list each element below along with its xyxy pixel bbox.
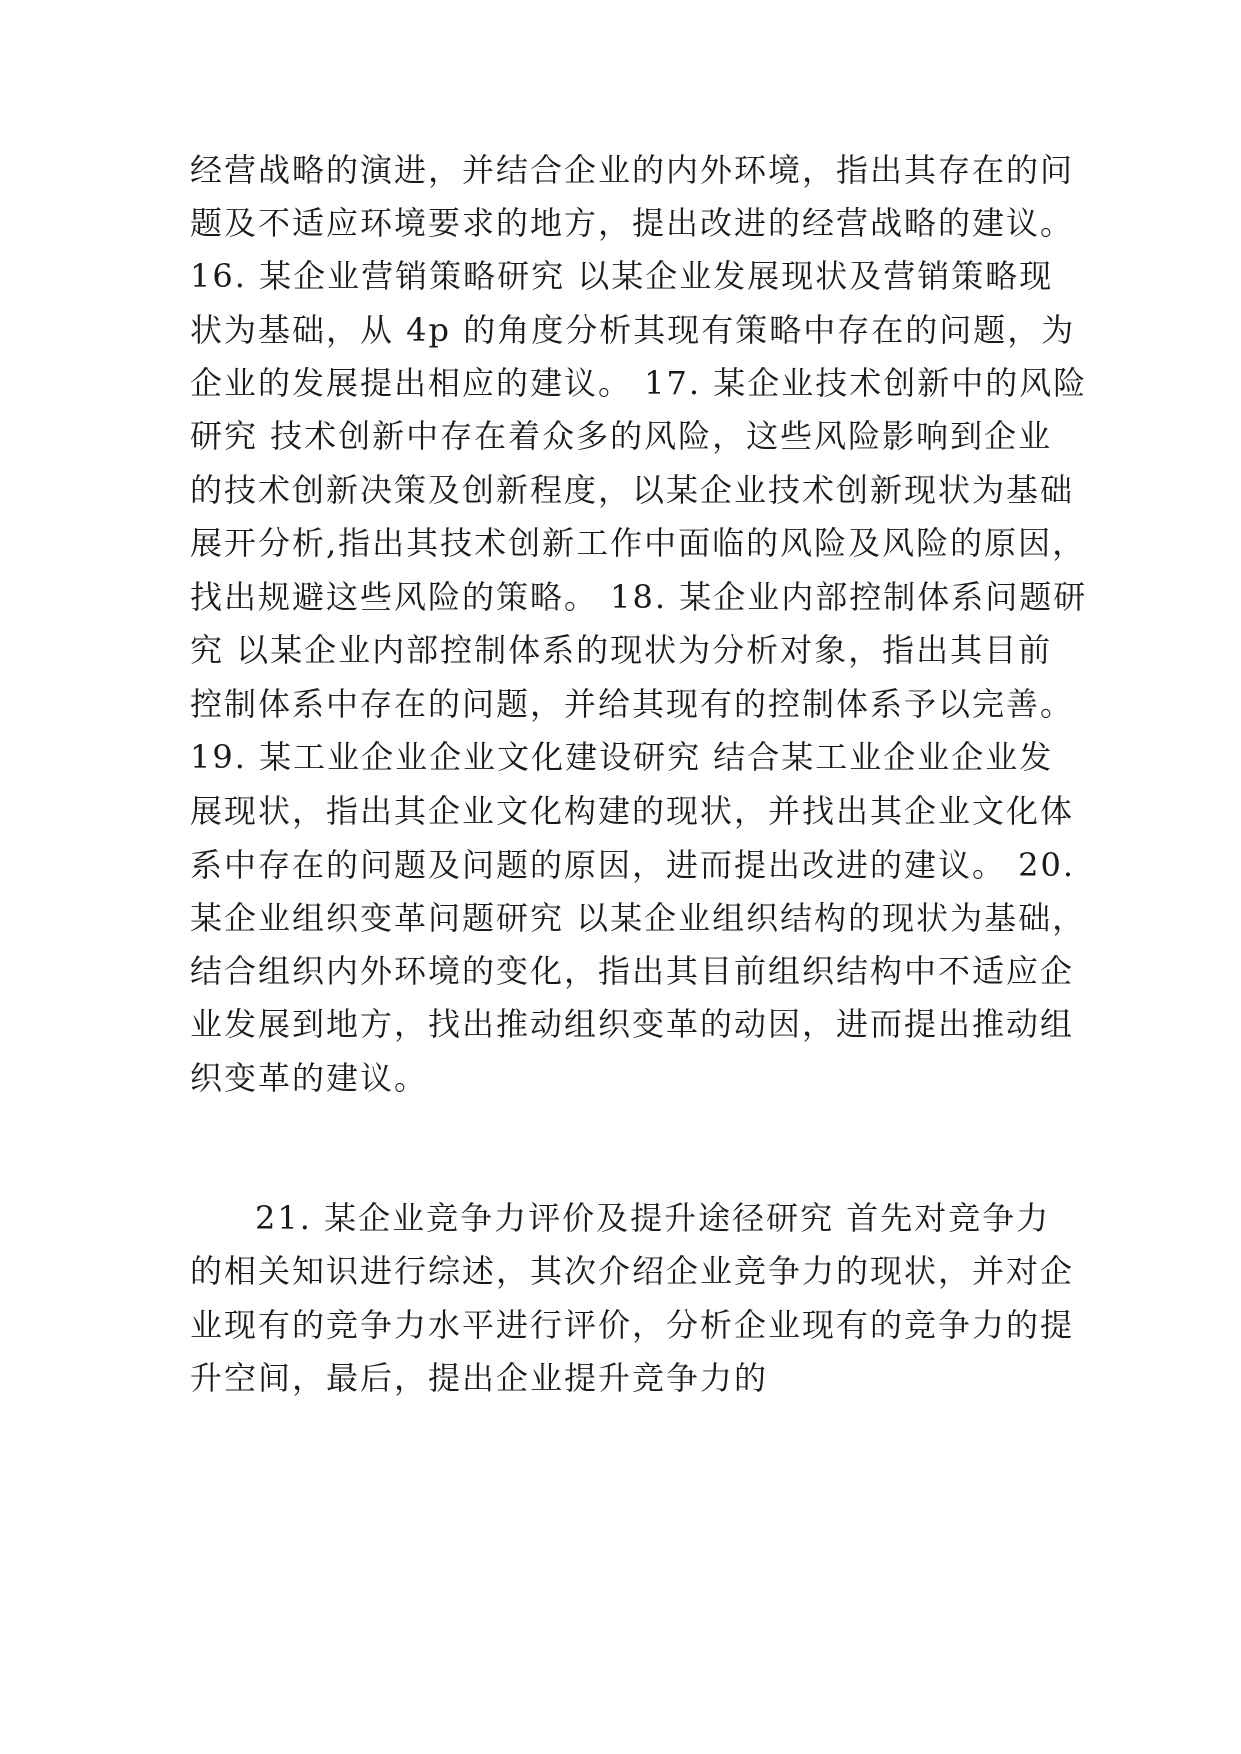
text-line: 展开分析,指出其技术创新工作中面临的风险及风险的原因， (190, 524, 1087, 562)
text-line: 的相关知识进行综述，其次介绍企业竞争力的现状，并对企 (190, 1252, 1075, 1290)
text-line: 19. 某工业企业企业文化建设研究 结合某工业企业企业发 (190, 738, 1054, 776)
text-line: 21. 某企业竞争力评价及提升途径研究 首先对竞争力 (255, 1199, 1051, 1237)
text-line: 系中存在的问题及问题的原因，进而提出改进的建议。 20. (190, 846, 1076, 884)
text-line: 企业的发展提出相应的建议。 17. 某企业技术创新中的风险 (190, 364, 1088, 402)
text-line: 究 以某企业内部控制体系的现状为分析对象，指出其目前 (190, 631, 1053, 669)
text-line: 状为基础，从 4p 的角度分析其现有策略中存在的问题，为 (190, 311, 1076, 349)
text-line: 控制体系中存在的问题，并给其现有的控制体系予以完善。 (190, 685, 1075, 723)
text-line: 结合组织内外环境的变化，指出其目前组织结构中不适应企 (190, 952, 1075, 990)
text-line: 研究 技术创新中存在着众多的风险，这些风险影响到企业 (190, 417, 1053, 455)
text-line: 题及不适应环境要求的地方，提出改进的经营战略的建议。 (190, 204, 1075, 242)
text-line: 展现状，指出其企业文化构建的现状，并找出其企业文化体 (190, 792, 1075, 830)
text-line: 业发展到地方，找出推动组织变革的动因，进而提出推动组 (190, 1005, 1075, 1043)
text-line: 升空间，最后，提出企业提升竞争力的 (190, 1359, 769, 1397)
text-line: 某企业组织变革问题研究 以某企业组织结构的现状为基础， (190, 899, 1087, 937)
text-line: 经营战略的演进，并结合企业的内外环境，指出其存在的问 (190, 151, 1075, 189)
text-line: 业现有的竞争力水平进行评价，分析企业现有的竞争力的提 (190, 1306, 1075, 1344)
text-line: 织变革的建议。 (190, 1059, 429, 1097)
text-line: 的技术创新决策及创新程度，以某企业技术创新现状为基础 (190, 471, 1075, 509)
text-line: 16. 某企业营销策略研究 以某企业发展现状及营销策略现 (190, 257, 1054, 295)
text-line: 找出规避这些风险的策略。 18. 某企业内部控制体系问题研 (190, 578, 1088, 616)
